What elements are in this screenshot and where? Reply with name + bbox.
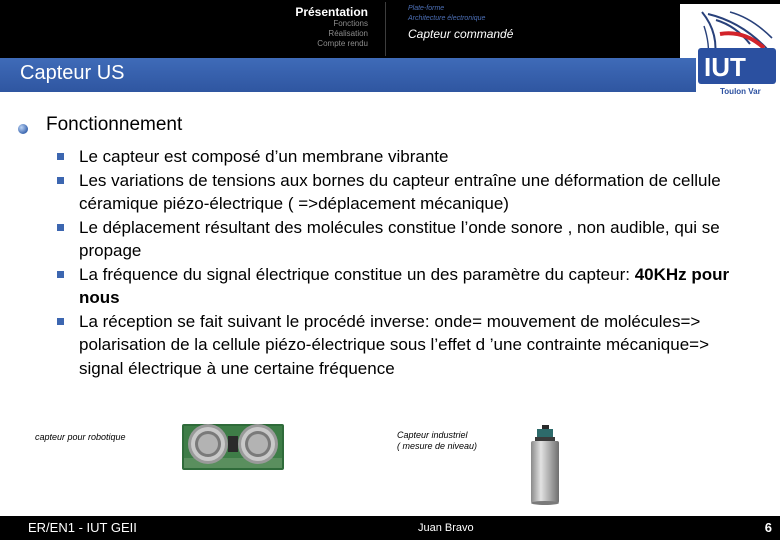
nav-divider [385,2,386,56]
bullet-text: Les variations de tensions aux bornes du capteur entraîne une déformation de cellule céramique piézo-électrique ( =>déplacement mécanique) [79,170,721,213]
bullet-item [55,169,755,216]
slide-footer [0,516,780,540]
nav-item-plate-forme[interactable]: Plate-forme [408,5,445,12]
page-number: 6 [764,520,772,535]
nav-item-presentation[interactable]: Présentation [295,5,368,19]
round-bullet-icon [18,124,28,134]
caption-industrial-sensor [397,430,477,452]
square-bullet-icon [57,153,64,160]
slide-title-bar [0,58,696,92]
section-nav-left [200,0,372,58]
bullet-item [55,263,755,310]
nav-item-capteur-commande[interactable]: Capteur commandé [408,27,514,41]
caption-industrial-line1: Capteur industriel [397,430,468,440]
section-nav-right [408,4,648,41]
ultrasonic-sensor-image [180,418,286,473]
nav-item-architecture[interactable]: Architecture électronique [408,15,486,22]
bullet-text: Le capteur est composé d’un membrane vibrante [79,147,449,166]
nav-item-compte-rendu[interactable]: Compte rendu [317,39,368,48]
bullet-emphasis: 40KHz pour nous [79,264,730,307]
square-bullet-icon [57,177,64,184]
heading-text: Fonctionnement [46,114,183,135]
svg-text:Toulon Var: Toulon Var [720,87,761,96]
bullet-list [55,145,755,380]
footer-course: ER/EN1 - IUT GEII [28,520,137,535]
bullet-text: Le déplacement résultant des molécules constitue l’onde sonore , non audible, qui se propage [79,217,720,260]
nav-item-fonctions[interactable]: Fonctions [333,19,368,28]
industrial-sensor-image [526,425,564,505]
top-navigation-band [0,0,780,58]
square-bullet-icon [57,318,64,325]
square-bullet-icon [57,224,64,231]
footer-author: Juan Bravo [418,522,474,534]
caption-robotics-sensor: capteur pour robotique [35,432,126,442]
bullet-item [55,216,755,263]
svg-text:IUT: IUT [704,52,746,82]
caption-industrial-line2: ( mesure de niveau) [397,441,478,451]
slide-title: Capteur US [20,62,125,84]
nav-item-realisation[interactable]: Réalisation [328,29,368,38]
bullet-item [55,145,755,169]
square-bullet-icon [57,271,64,278]
bullet-text: La réception se fait suivant le procédé inverse: onde= mouvement de molécules=> polarisation de la cellule piézo-électrique sous l’effet d ’une contrainte mécanique=> signal électrique à une certaine fréquence [79,311,710,378]
bullet-item [55,310,755,381]
bullet-text: La fréquence du signal électrique constitue un des paramètre du capteur: [79,264,635,284]
